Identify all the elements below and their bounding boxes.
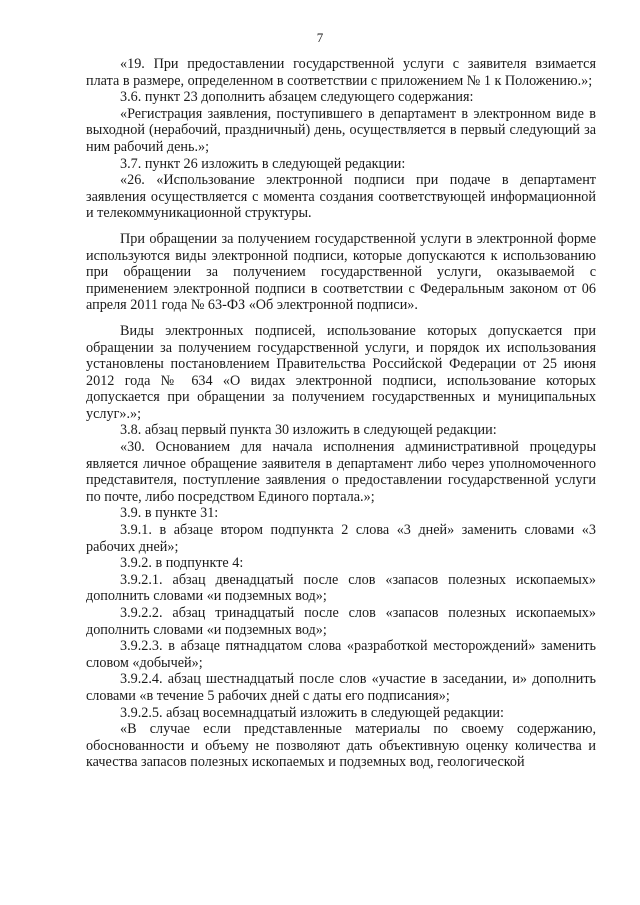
paragraph-clause-19: «19. При предоставлении государственной услуги с заявителя взимается плата в размере, определенном в соответствии с приложением № 1 к Положению.»; — [86, 56, 596, 89]
paragraph-3-9-2-5: 3.9.2.5. абзац восемнадцатый изложить в следующей редакции: — [120, 704, 504, 721]
paragraph-3-9-1: 3.9.1. в абзаце втором подпункта 2 слова «3 дней» заменить словами «3 рабочих дней»; — [86, 522, 596, 555]
paragraph-materials: «В случае если представленные материалы по своему содержанию, обоснованности и объему не позволяют дать объективную оценку количества и качества запасов полезных ископаемых и подземных вод, геологической — [86, 721, 596, 771]
paragraph-3-6: 3.6. пункт 23 дополнить абзацем следующего содержания: — [120, 89, 474, 106]
document-body — [86, 56, 596, 771]
paragraph-3-9-2-2: 3.9.2.2. абзац тринадцатый после слов «запасов полезных ископаемых» дополнить словами «и подземных вод»; — [86, 605, 596, 638]
paragraph-clause-30: «30. Основанием для начала исполнения административной процедуры является личное обращение заявителя в департамент либо через уполномоченного представителя, поступление заявления о предоставлении государственной услуги по почте, либо посредством Единого портала.»; — [86, 439, 596, 505]
paragraph-signature-types: Виды электронных подписей, использование которых допускается при обращении за получением государственной услуги, и порядок их использования установлены постановлением Правительства Российской Федерации от 25 июня 2012 года № 634 «О видах электронной подписи, использование которых допускается при обращении за получением государственных и муниципальных услуг».»; — [86, 322, 596, 422]
paragraph-3-9-2-4: 3.9.2.4. абзац шестнадцатый после слов «участие в заседании, и» дополнить словами «в течение 5 рабочих дней с даты его подписания»; — [86, 671, 596, 704]
paragraph-clause-26: «26. «Использование электронной подписи при подаче в департамент заявления осуществляется с момента создания соответствующей информационной и телекоммуникационной структуры. — [86, 172, 596, 222]
paragraph-registration: «Регистрация заявления, поступившего в департамент в электронном виде в выходной (нерабочий, праздничный) день, осуществляется в первый следующий за ним рабочий день.»; — [86, 105, 596, 155]
paragraph-electronic-form: При обращении за получением государственной услуги в электронной форме используются виды электронной подписи, которые допускаются к использованию при обращении за получением государственной услуги, оказываемой с применением электронной подписи в соответствии с Федеральным законом от 06 апреля 2011 года № 63-ФЗ «Об электронной подписи». — [86, 230, 596, 314]
paragraph-3-9-2-3: 3.9.2.3. в абзаце пятнадцатом слова «разработкой месторождений» заменить словом «добычей»; — [86, 638, 596, 671]
paragraph-3-7: 3.7. пункт 26 изложить в следующей редакции: — [120, 155, 406, 172]
page-number: 7 — [316, 30, 324, 45]
paragraph-3-9: 3.9. в пункте 31: — [120, 505, 219, 522]
paragraph-3-9-2-1: 3.9.2.1. абзац двенадцатый после слов «запасов полезных ископаемых» дополнить словами «и подземных вод»; — [86, 571, 596, 605]
paragraph-3-9-2: 3.9.2. в подпункте 4: — [120, 555, 244, 572]
paragraph-3-8: 3.8. абзац первый пункта 30 изложить в следующей редакции: — [120, 422, 497, 439]
